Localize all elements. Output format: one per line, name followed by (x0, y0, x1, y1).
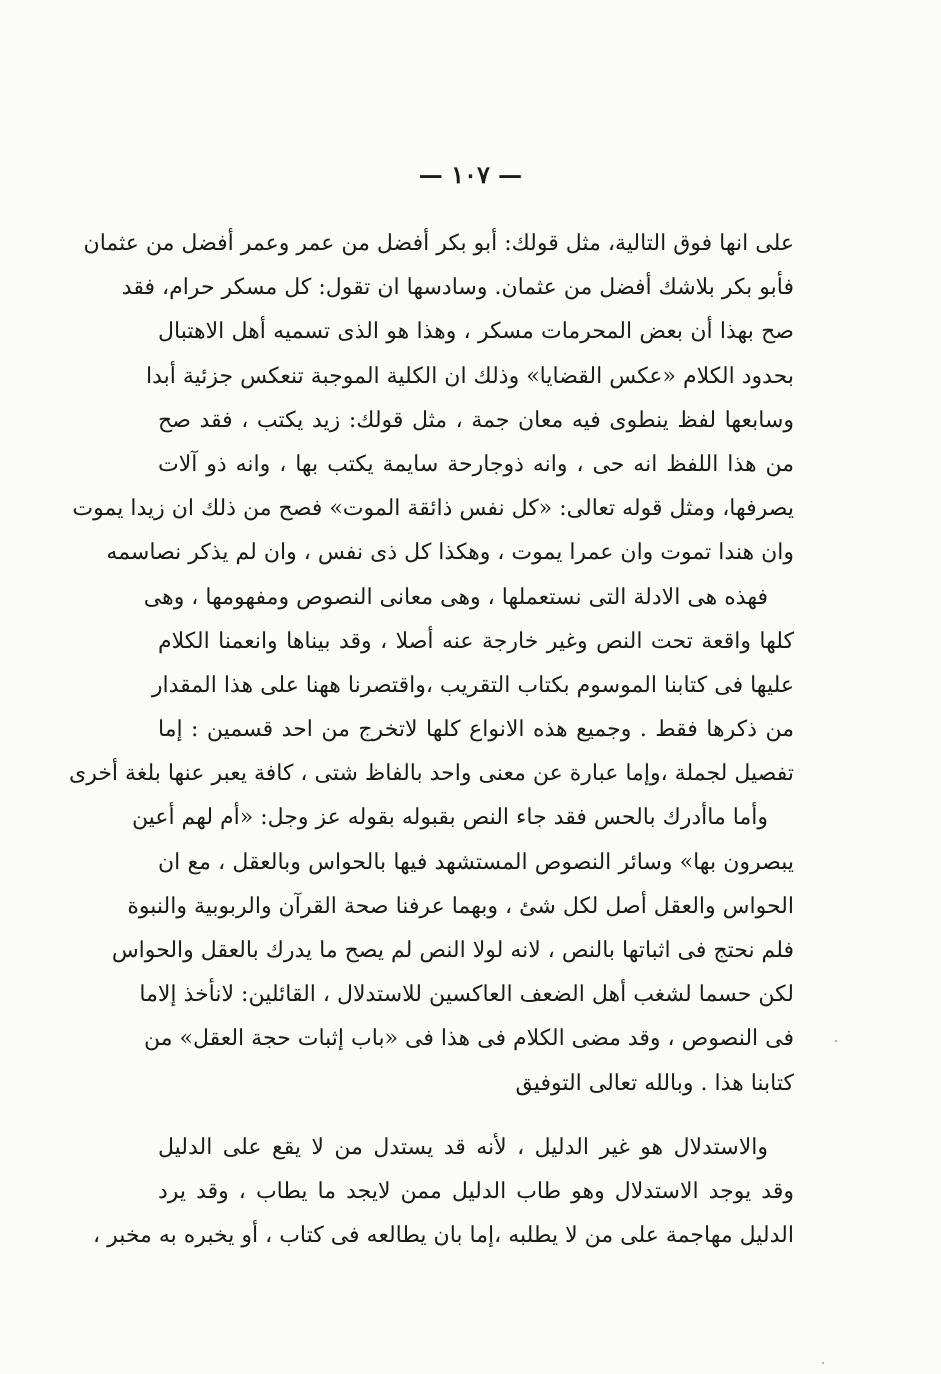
text-line: كتابنا هذا . وبالله تعالى التوفيق (515, 1070, 794, 1096)
text-line: الدليل مهاجمة على من لا يطلبه ،إما بان يطالعه فى كتاب ، أو يخبره به مخبر ، (92, 1223, 794, 1249)
text-line: فى النصوص ، وقد مضى الكلام فى هذا فى «باب إثبات حجة العقل» من (143, 1026, 794, 1052)
text-line: فأبو بكر بلاشك أفضل من عثمان. وسادسها ان تقول: كل مسكر حرام، فقد (121, 275, 794, 301)
text-line: عليها فى كتابنا الموسوم بكتاب التقريب ،واقتصرنا ههنا على هذا المقدار (151, 672, 794, 698)
text-line: وسابعها لفظ ينطوى فيه معان جمة ، مثل قولك: زيد يكتب ، فقد صح (158, 407, 794, 433)
text-line: صح بهذا أن بعض المحرمات مسكر ، وهذا هو الذى تسميه أهل الاهتبال (158, 319, 794, 345)
text-line: يبصرون بها» وسائر النصوص المستشهد فيها بالحواس وبالعقل ، مع ان (158, 849, 794, 875)
text-line: الحواس والعقل أصل لكل شئ ، وبهما عرفنا صحة القرآن والربوبية والنبوة (127, 893, 794, 919)
page-number: — ١٠٧ — (418, 160, 523, 189)
paper-speck (835, 1040, 837, 1042)
text-line: كلها واقعة تحت النص وغير خارجة عنه أصلا ، وقد بيناها وانعمنا الكلام (158, 628, 794, 654)
text-line: من هذا اللفظ انه حى ، وانه ذوجارحة سايمة يكتب بها ، وانه ذو آلات (158, 451, 794, 477)
text-line: وقد يوجد الاستدلال وهو طاب الدليل ممن لايجد ما يطاب ، وقد يرد (158, 1178, 794, 1204)
paragraph-gap (158, 1106, 794, 1126)
text-line: فهذه هى الادلة التى نستعملها ، وهى معانى النصوص ومفهومها ، وهى (143, 584, 768, 610)
text-line: يصرفها، ومثل قوله تعالى: «كل نفس ذائقة الموت» فصح من ذلك ان زيدا يموت (72, 496, 794, 522)
text-line: وان هندا تموت وان عمرا يموت ، وهكذا كل ذى نفس ، وان لم يذكر نصاسمه (106, 540, 794, 566)
text-line: على انها فوق التالية، مثل قولك: أبو بكر أفضل من عمر وعمر أفضل من عثمان (83, 231, 794, 256)
text-line: من ذكرها فقط . وجميع هذه الانواع كلها لاتخرج من احد قسمين : إما (158, 717, 794, 743)
text-line: بحدود الكلام «عكس القضايا» وذلك ان الكلية الموجبة تنعكس جزئية أبدا (145, 363, 794, 389)
text-line: والاستدلال هو غير الدليل ، لأنه قد يستدل من لا يقع على الدليل (158, 1134, 768, 1160)
paper-speck (822, 1362, 824, 1364)
text-line: فلم نحتج فى اثباتها بالنص ، لانه لولا النص لم يصح ما يدرك بالعقل والحواس (111, 938, 794, 963)
text-line: لكن حسما لشغب أهل الضعف العاكسين للاستدلال ، القائلين: لانأخذ إلاما (139, 982, 794, 1008)
text-line: تفصيل لجملة ،وإما عبارة عن معنى واحد بالفاظ شتى ، كافة يعبر عنها بلغة أخرى (68, 761, 794, 787)
text-line: وأما ماأدرك بالحس فقد جاء النص بقبوله بقوله عز وجل: «أم لهم أعين (131, 805, 768, 831)
body-text (68, 222, 794, 1258)
